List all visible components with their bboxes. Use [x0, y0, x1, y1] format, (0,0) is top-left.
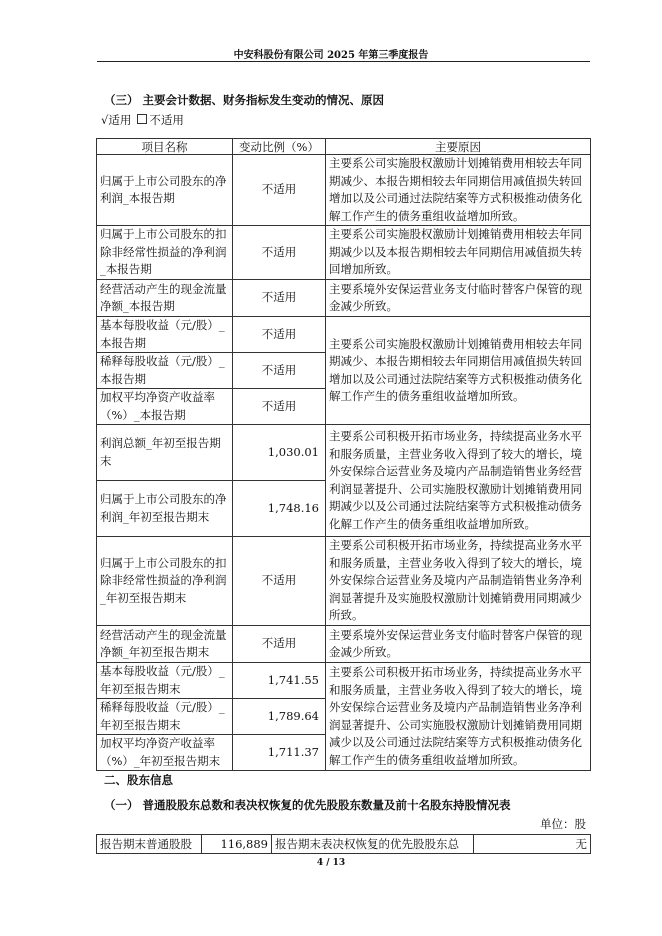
- not-applicable-label: 不适用: [149, 113, 184, 127]
- header-main-reason: 主要原因: [326, 139, 591, 155]
- row-item: 稀释每股收益（元/股）_本报告期: [97, 353, 233, 389]
- row-ratio: 1,789.64: [233, 699, 326, 735]
- row-item: 归属于上市公司股东的扣除非经常性损益的净利润_本报告期: [97, 226, 233, 280]
- row-ratio: 不适用: [233, 317, 326, 353]
- row-reason: 主要系公司积极开拓市场业务，持续提高业务水平和服务质量，主营业务收入得到了较大的增长，境外安保综合运营业务及境内产品制造销售业务净利润显著提升及实施股权激励计划摊销费用同期减少所致。: [326, 537, 591, 626]
- report-header-title: 中安科股份有限公司 2025 年第三季度报告: [233, 50, 429, 61]
- preferred-shareholder-label: 报告期末表决权恢复的优先股股东总: [272, 835, 474, 854]
- row-ratio: 不适用: [233, 353, 326, 389]
- table-row: [97, 226, 591, 280]
- table-row: [97, 663, 591, 699]
- not-applicable-checkbox-icon: [137, 114, 147, 124]
- shareholder-table: [96, 834, 591, 854]
- row-reason: 主要系公司实施股权激励计划摊销费用相较去年同期减少、本报告期相较去年同期信用减值损失转回增加以及公司通过法院结案等方式积极推动债务化解工作产生的债务重组收益增加所致。: [326, 155, 591, 226]
- unit-label: 单位：股: [540, 817, 586, 831]
- row-ratio: 不适用: [233, 537, 326, 626]
- header-item-name: 项目名称: [97, 139, 233, 155]
- row-item: 加权平均净资产收益率（%）_本报告期: [97, 389, 233, 425]
- row-item: 利润总额_年初至报告期末: [97, 425, 233, 481]
- preferred-shareholder-value: 无: [474, 835, 591, 854]
- header-change-ratio: 变动比例（%）: [233, 139, 326, 155]
- row-reason: 主要系公司实施股权激励计划摊销费用相较去年同期减少、本报告期相较去年同期信用减值损失转回增加以及公司通过法院结案等方式积极推动债务化解工作产生的债务重组收益增加所致。: [326, 317, 591, 425]
- row-item: 基本每股收益（元/股）_本报告期: [97, 317, 233, 353]
- table-row: [97, 537, 591, 626]
- table-row: [97, 155, 591, 226]
- row-reason: 主要系公司积极开拓市场业务，持续提高业务水平和服务质量，主营业务收入得到了较大的增长，境外安保综合运营业务及境内产品制造销售业务净利润显著提升、公司实施股权激励计划摊销费用同期减少以及公司通过法院结案等方式积极推动债务化解工作产生的债务重组收益增加所致。: [326, 663, 591, 771]
- row-item: 归属于上市公司股东的净利润_年初至报告期末: [97, 481, 233, 537]
- row-ratio: 不适用: [233, 280, 326, 317]
- row-ratio: 不适用: [233, 226, 326, 280]
- row-item: 经营活动产生的现金流量净额_本报告期: [97, 280, 233, 317]
- applicable-check-mark: √: [101, 113, 109, 127]
- section-2-heading: 二、股东信息: [104, 773, 173, 787]
- table-header-row: [97, 139, 591, 155]
- row-item: 加权平均净资产收益率（%）_年初至报告期末: [97, 735, 233, 771]
- row-item: 基本每股收益（元/股）_年初至报告期末: [97, 663, 233, 699]
- row-item: 稀释每股收益（元/股）_年初至报告期末: [97, 699, 233, 735]
- row-reason: 主要系公司实施股权激励计划摊销费用相较去年同期减少以及本报告期相较去年同期信用减值损失转回增加所致。: [326, 226, 591, 280]
- row-item: 归属于上市公司股东的净利润_本报告期: [97, 155, 233, 226]
- table-row: [97, 317, 591, 353]
- table-row: [97, 626, 591, 663]
- row-reason: 主要系境外安保运营业务支付临时替客户保管的现金减少所致。: [326, 626, 591, 663]
- change-reason-table: [96, 138, 591, 771]
- applicable-label: 适用: [108, 113, 132, 127]
- row-ratio: 1,741.55: [233, 663, 326, 699]
- row-item: 归属于上市公司股东的扣除非经常性损益的净利润_年初至报告期末: [97, 537, 233, 626]
- row-ratio: 不适用: [233, 389, 326, 425]
- applicability-line: [101, 112, 184, 128]
- section-2-1-heading: （一） 普通股股东总数和表决权恢复的优先股股东数量及前十名股东持股情况表: [104, 798, 511, 812]
- section-3-heading: （三） 主要会计数据、财务指标发生变动的情况、原因: [104, 93, 385, 107]
- row-item: 经营活动产生的现金流量净额_年初至报告期末: [97, 626, 233, 663]
- row-ratio: 不适用: [233, 626, 326, 663]
- row-ratio: 不适用: [233, 155, 326, 226]
- table-row: [97, 280, 591, 317]
- row-ratio: 1,030.01: [233, 425, 326, 481]
- page-number: 4 / 13: [316, 858, 346, 868]
- row-reason: 主要系境外安保运营业务支付临时替客户保管的现金减少所致。: [326, 280, 591, 317]
- header-divider: [97, 61, 590, 62]
- shareholder-count-value: 116,889: [202, 835, 272, 854]
- table-row: [97, 835, 591, 854]
- shareholder-count-label: 报告期末普通股股: [97, 835, 202, 854]
- row-reason: 主要系公司积极开拓市场业务，持续提高业务水平和服务质量，主营业务收入得到了较大的增长，境外安保综合运营业务及境内产品制造销售业务经营利润显著提升、公司实施股权激励计划摊销费用同期减少以及公司通过法院结案等方式积极推动债务化解工作产生的债务重组收益增加所致。: [326, 425, 591, 537]
- row-ratio: 1,748.16: [233, 481, 326, 537]
- row-ratio: 1,711.37: [233, 735, 326, 771]
- table-row: [97, 425, 591, 481]
